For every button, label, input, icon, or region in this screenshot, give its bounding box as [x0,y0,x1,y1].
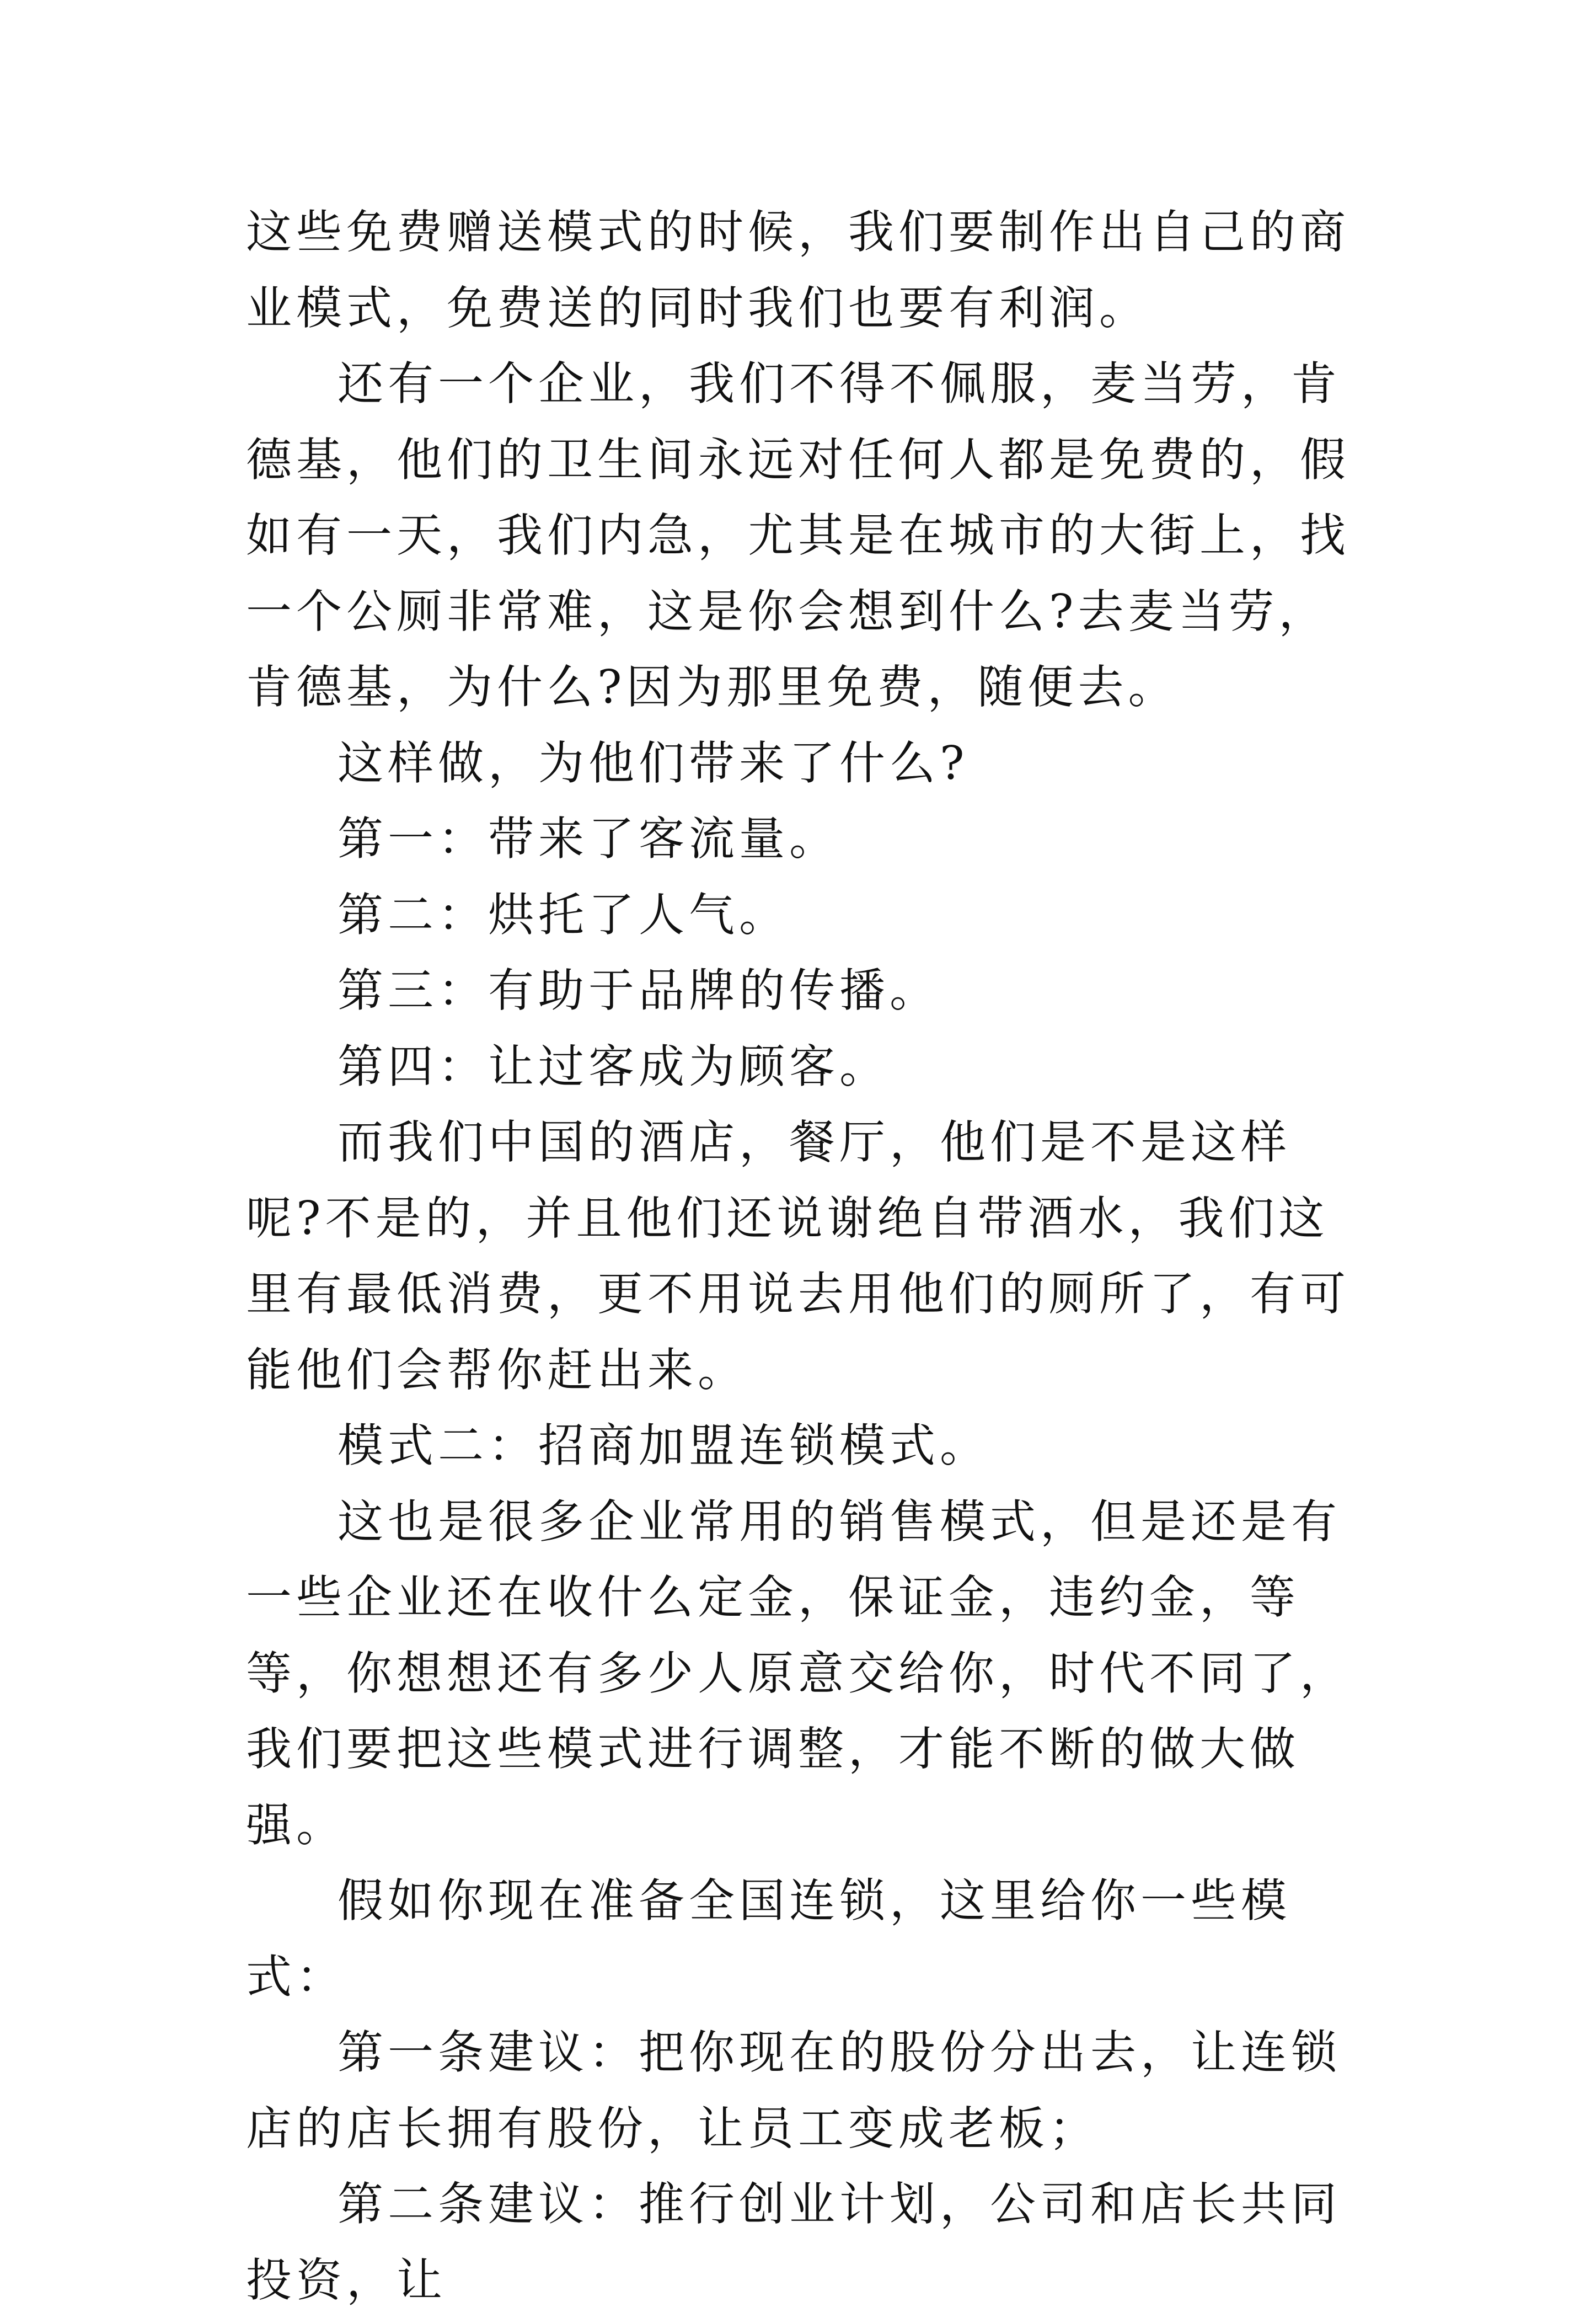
paragraph-2: 还有一个企业，我们不得不佩服，麦当劳，肯德基，他们的卫生间永远对任何人都是免费的，假如有一天，我们内急，尤其是在城市的大街上，找一个公厕非常难，这是你会想到什么?去麦当劳，肯德基，为什么?因为那里免费，随便去。 [246,357,1350,714]
paragraph-9: 模式二：招商加盟连锁模式。 [338,1419,990,1472]
paragraph-3: 这样做，为他们带来了什么? [338,736,969,790]
paragraph-5: 第二：烘托了人气。 [338,888,789,942]
paragraph-10: 这也是很多企业常用的销售模式，但是还是有一些企业还在收什么定金，保证金，违约金，等等，你想想还有多少人原意交给你，时代不同了，我们要把这些模式进行调整，才能不断的做大做强。 [246,1494,1350,1852]
paragraph-11: 假如你现在准备全国连锁，这里给你一些模式： [246,1874,1291,2004]
paragraph-4: 第一：带来了客流量。 [338,812,839,866]
paragraph-6: 第三：有助于品牌的传播。 [338,964,940,1017]
paragraph-1: 这些免费赠送模式的时候，我们要制作出自己的商业模式，免费送的同时我们也要有利润。 [246,205,1350,335]
paragraph-8: 而我们中国的酒店，餐厅，他们是不是这样呢?不是的，并且他们还说谢绝自带酒水，我们这里有最低消费，更不用说去用他们的厕所了，有可能他们会帮你赶出来。 [246,1115,1350,1397]
paragraph-7: 第四：让过客成为顾客。 [338,1039,890,1093]
paragraph-13: 第二条建议：推行创业计划，公司和店长共同投资，让 [246,2177,1341,2307]
document-body [246,194,1356,2318]
paragraph-12: 第一条建议：把你现在的股份分出去，让连锁店的店长拥有股份，让员工变成老板； [246,2026,1341,2155]
